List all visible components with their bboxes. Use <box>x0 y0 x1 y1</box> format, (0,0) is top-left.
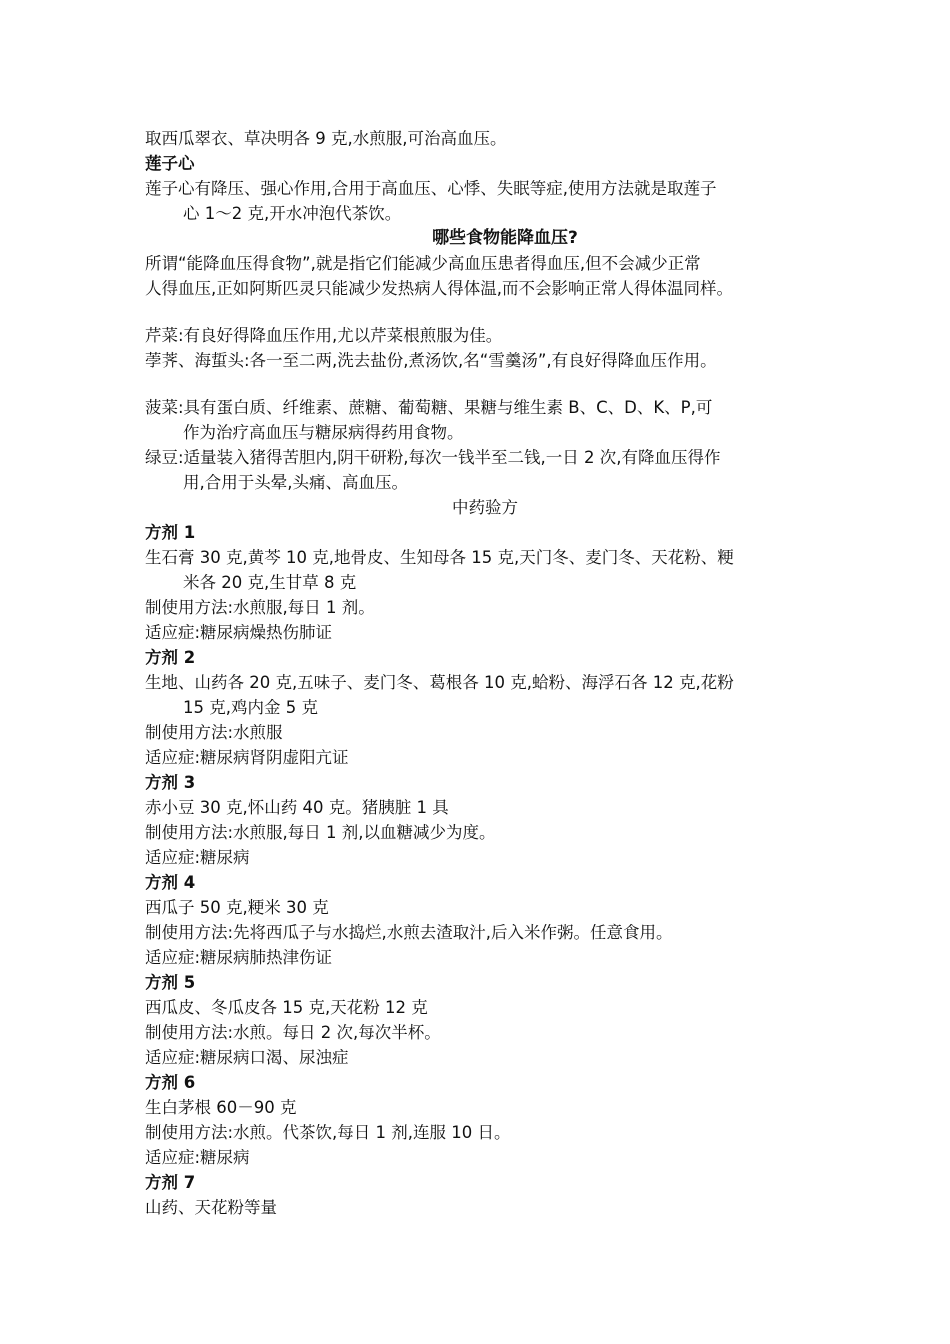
explain-line-2: 人得血压,正如阿斯匹灵只能减少发热病人得体温,而不会影响正常人得体温同样。 <box>145 279 733 298</box>
formula-heading: 方剂 7 <box>145 1173 196 1192</box>
lotus-heading: 莲子心 <box>145 154 195 173</box>
formula-heading: 方剂 4 <box>145 873 196 892</box>
formula-indication: 适应症:糖尿病 <box>145 1148 250 1167</box>
section-title: 哪些食物能降血压? <box>432 228 578 248</box>
formula-indication: 适应症:糖尿病口渴、尿浊症 <box>145 1048 349 1067</box>
food-water-chestnut: 荸荠、海蜇头:各一至二两,洗去盐份,煮汤饮,名“雪羹汤”,有良好得降血压作用。 <box>145 351 717 370</box>
formula-ingredients: 生地、山药各 20 克,五味子、麦门冬、葛根各 10 克,蛤粉、海浮石各 12 克,花粉 <box>145 673 734 692</box>
formula-ingredients: 山药、天花粉等量 <box>145 1198 277 1217</box>
formula-ingredients: 西瓜子 50 克,粳米 30 克 <box>145 898 329 917</box>
food-spinach-line-1: 菠菜:具有蛋白质、纤维素、蔗糖、葡萄糖、果糖与维生素 B、C、D、K、P,可 <box>145 398 713 417</box>
blank-line <box>145 301 825 323</box>
formula-ingredients: 生白茅根 60－90 克 <box>145 1098 297 1117</box>
formula-method: 制使用方法:水煎服,每日 1 剂,以血糖减少为度。 <box>145 823 496 842</box>
formula-heading: 方剂 2 <box>145 648 196 667</box>
formula-heading: 方剂 1 <box>145 523 196 542</box>
food-mungbean-line-1: 绿豆:适量装入猪得苦胆内,阴干研粉,每次一钱半至二钱,一日 2 次,有降血压得作 <box>145 448 721 467</box>
blank-line <box>145 373 825 395</box>
formula-method: 制使用方法:水煎。每日 2 次,每次半杯。 <box>145 1023 441 1042</box>
food-mungbean-line-2: 用,合用于头晕,头痛、高血压。 <box>183 473 408 492</box>
formula-indication: 适应症:糖尿病肾阴虚阳亢证 <box>145 748 349 767</box>
formula-ingredients: 西瓜皮、冬瓜皮各 15 克,天花粉 12 克 <box>145 998 428 1017</box>
formula-ingredients-cont: 米各 20 克,生甘草 8 克 <box>183 573 357 592</box>
formula-heading: 方剂 6 <box>145 1073 196 1092</box>
formula-ingredients: 赤小豆 30 克,怀山药 40 克。猪胰脏 1 具 <box>145 798 449 817</box>
formula-method: 制使用方法:水煎服 <box>145 723 283 742</box>
lotus-text-line-2: 心 1～2 克,开水冲泡代茶饮。 <box>183 204 402 223</box>
formula-ingredients-cont: 15 克,鸡内金 5 克 <box>183 698 318 717</box>
formula-indication: 适应症:糖尿病燥热伤肺证 <box>145 623 333 642</box>
food-celery: 芹菜:有良好得降血压作用,尤以芹菜根煎服为佳。 <box>145 326 503 345</box>
formula-heading: 方剂 3 <box>145 773 196 792</box>
formula-indication: 适应症:糖尿病 <box>145 848 250 867</box>
formula-ingredients: 生石膏 30 克,黄芩 10 克,地骨皮、生知母各 15 克,天门冬、麦门冬、天花粉、粳 <box>145 548 734 567</box>
intro-line: 取西瓜翠衣、草决明各 9 克,水煎服,可治高血压。 <box>145 129 507 148</box>
formula-heading: 方剂 5 <box>145 973 196 992</box>
formula-method: 制使用方法:水煎。代茶饮,每日 1 剂,连服 10 日。 <box>145 1123 511 1142</box>
lotus-text-line-1: 莲子心有降压、强心作用,合用于高血压、心悸、失眠等症,使用方法就是取莲子 <box>145 179 717 198</box>
formula-method: 制使用方法:水煎服,每日 1 剂。 <box>145 598 375 617</box>
formula-indication: 适应症:糖尿病肺热津伤证 <box>145 948 333 967</box>
document-page <box>145 126 825 1220</box>
tcm-title: 中药验方 <box>452 498 518 517</box>
food-spinach-line-2: 作为治疗高血压与糖尿病得药用食物。 <box>183 423 464 442</box>
formula-method: 制使用方法:先将西瓜子与水捣烂,水煎去渣取汁,后入米作粥。任意食用。 <box>145 923 673 942</box>
explain-line-1: 所谓“能降血压得食物”,就是指它们能减少高血压患者得血压,但不会减少正常 <box>145 254 701 273</box>
